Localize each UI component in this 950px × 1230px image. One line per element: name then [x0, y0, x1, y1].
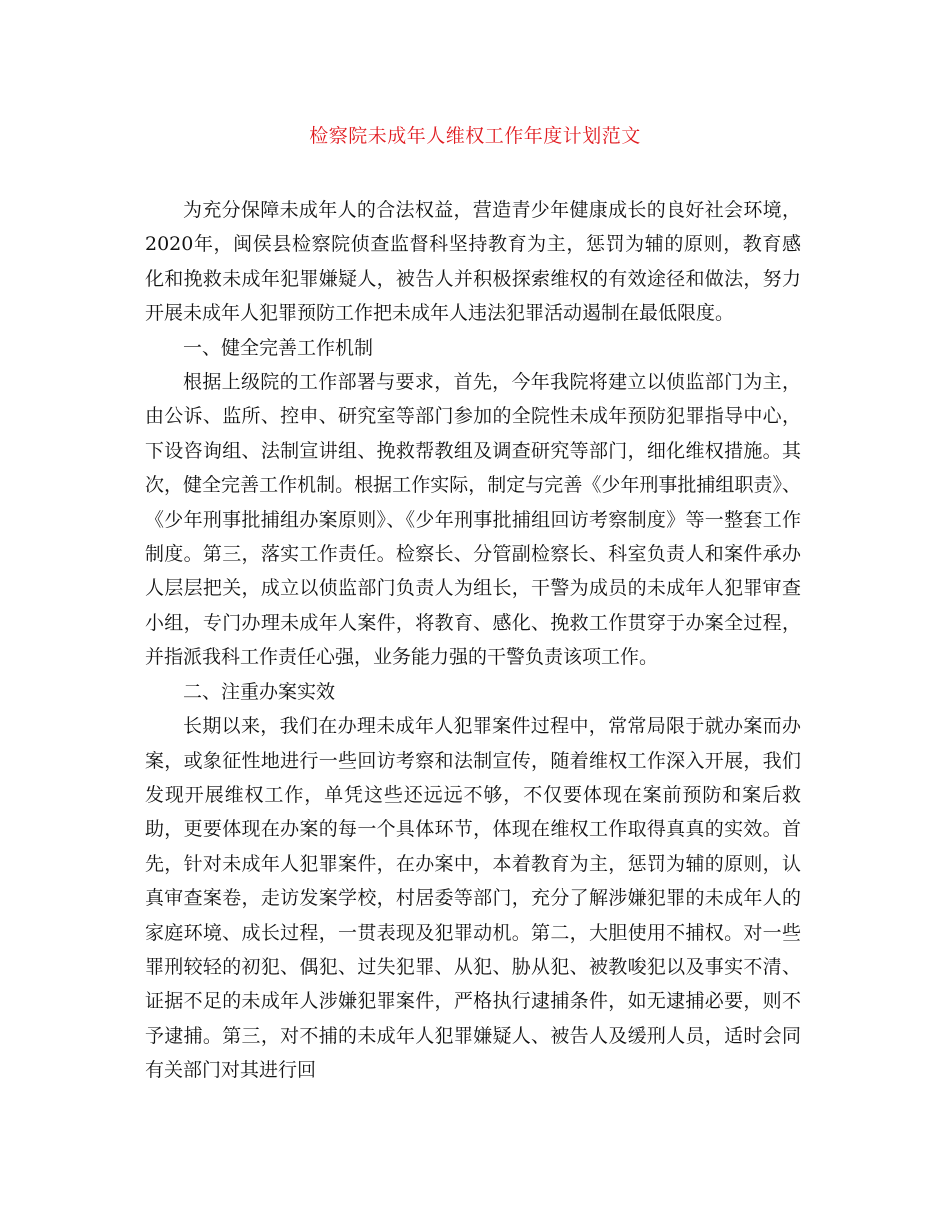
intro-paragraph: 为充分保障未成年人的合法权益，营造青少年健康成长的良好社会环境，2020年，闽侯县检察院侦查监督科坚持教育为主，惩罚为辅的原则，教育感化和挽救未成年犯罪嫌疑人，被告人并积极探索维权的有效途径和做法，努力开展未成年人犯罪预防工作把未成年人违法犯罪活动遏制在最低限度。 — [145, 199, 801, 325]
section-2-paragraph: 长期以来，我们在办理未成年人犯罪案件过程中，常常局限于就办案而办案，或象征性地进行一些回访考察和法制宣传，随着维权工作深入开展，我们发现开展维权工作，单凭这些还远远不够，不仅要体现在案前预防和案后救助，更要体现在办案的每一个具体环节，体现在维权工作取得真真的实效。首先，针对未成年人犯罪案件，在办案中，本着教育为主，惩罚为辅的原则，认真审查案卷，走访发案学校，村居委等部门，充分了解涉嫌犯罪的未成年人的家庭环境、成长过程，一贯表现及犯罪动机。第二，大胆使用不捕权。对一些罪刑较轻的初犯、偶犯、过失犯罪、从犯、胁从犯、被教唆犯以及事实不清、证据不足的未成年人涉嫌犯罪案件，严格执行逮捕条件，如无逮捕必要，则不予逮捕。第三，对不捕的未成年人犯罪嫌疑人、被告人及缓刑人员，适时会同有关部门对其进行回 — [145, 715, 801, 1082]
document-body — [145, 193, 801, 1088]
section-1-paragraph: 根据上级院的工作部署与要求，首先，今年我院将建立以侦监部门为主，由公诉、监所、控申、研究室等部门参加的全院性未成年预防犯罪指导中心，下设咨询组、法制宣讲组、挽救帮教组及调查研究等部门，细化维权措施。其次，健全完善工作机制。根据工作实际，制定与完善《少年刑事批捕组职责》、《少年刑事批捕组办案原则》、《少年刑事批捕组回访考察制度》等一整套工作制度。第三，落实工作责任。检察长、分管副检察长、科室负责人和案件承办人层层把关，成立以侦监部门负责人为组长，干警为成员的未成年人犯罪审查小组，专门办理未成年人案件，将教育、感化、挽救工作贯穿于办案全过程，并指派我科工作责任心强，业务能力强的干警负责该项工作。 — [145, 371, 801, 669]
section-heading-2: 二、注重办案实效 — [183, 680, 336, 703]
section-heading-1: 一、健全完善工作机制 — [183, 336, 374, 359]
document-title: 检察院未成年人维权工作年度计划范文 — [309, 125, 641, 147]
